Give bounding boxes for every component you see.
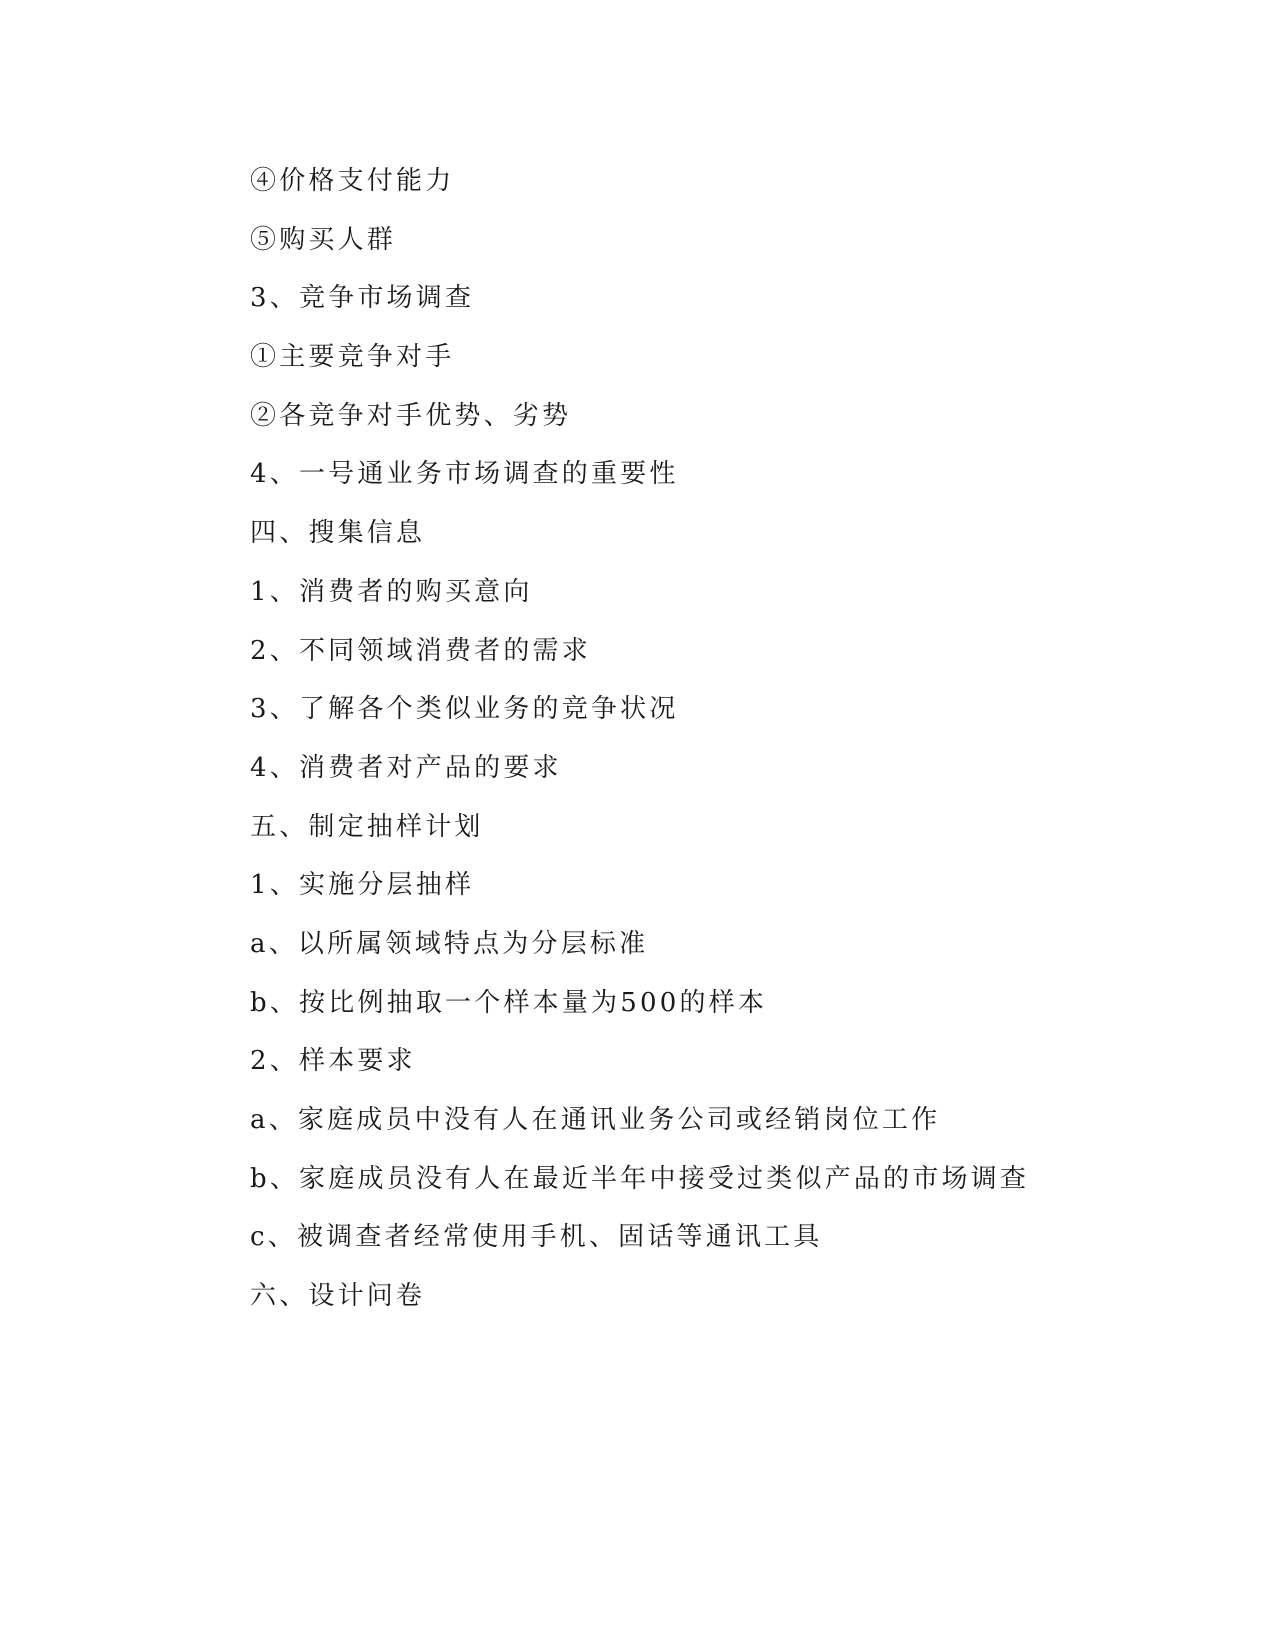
- section-heading-competition-survey: 3、竞争市场调查: [250, 283, 475, 314]
- list-item-consumer-needs: 2、不同领域消费者的需求: [250, 635, 591, 666]
- list-item-requirement-a: a、家庭成员中没有人在通讯业务公司或经销岗位工作: [250, 1105, 941, 1135]
- list-item-requirement-c: c、被调查者经常使用手机、固话等通讯工具: [250, 1222, 823, 1253]
- list-item-competitive-status: 3、了解各个类似业务的竞争状况: [250, 694, 679, 725]
- chapter-heading-sampling-plan: 五、制定抽样计划: [250, 811, 484, 842]
- list-item-product-requirements: 4、消费者对产品的要求: [250, 752, 562, 783]
- chapter-heading-collect-information: 四、搜集信息: [250, 518, 426, 549]
- list-item-stratification-standard: a、以所属领域特点为分层标准: [250, 928, 649, 959]
- section-heading-stratified-sampling: 1、实施分层抽样: [250, 870, 475, 901]
- section-heading-sample-requirements: 2、样本要求: [250, 1046, 416, 1077]
- section-heading-survey-importance: 4、一号通业务市场调查的重要性: [250, 459, 679, 490]
- list-item-price-payment-ability: ④价格支付能力: [250, 166, 455, 196]
- list-item-buyer-groups: ⑤购买人群: [250, 224, 397, 255]
- chapter-heading-design-questionnaire: 六、设计问卷: [250, 1281, 426, 1312]
- list-item-requirement-b: b、家庭成员没有人在最近半年中接受过类似产品的市场调查: [250, 1163, 1030, 1194]
- document-body: [250, 162, 1210, 1336]
- list-item-sample-size: b、按比例抽取一个样本量为500的样本: [250, 987, 768, 1018]
- list-item-competitor-strengths-weaknesses: ②各竞争对手优势、劣势: [250, 400, 572, 431]
- list-item-main-competitors: ①主要竞争对手: [250, 342, 455, 373]
- list-item-purchase-intention: 1、消费者的购买意向: [250, 576, 533, 607]
